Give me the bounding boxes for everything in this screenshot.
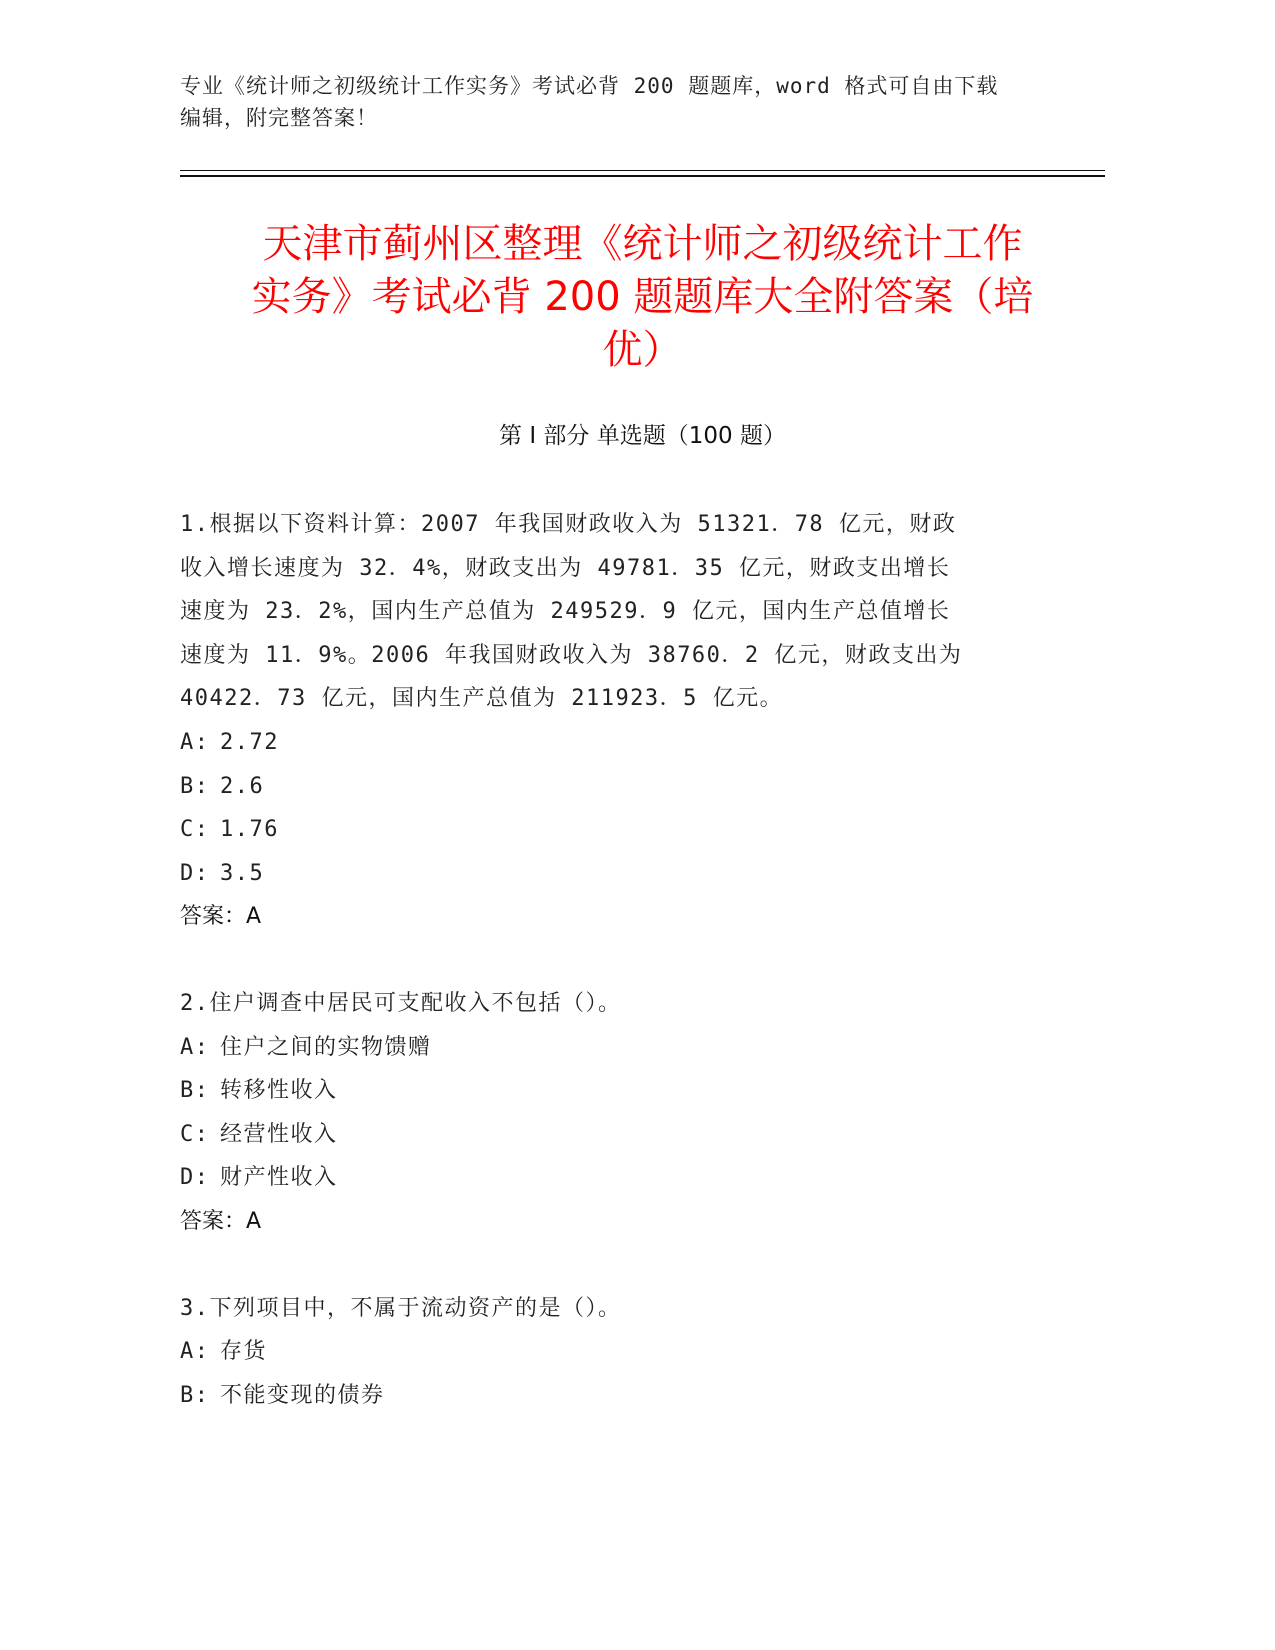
option-text: 2.6 (220, 773, 265, 799)
option-letter: D: (180, 1165, 210, 1191)
title-line-3: 优） (602, 327, 683, 373)
option-letter: B: (180, 1078, 210, 1104)
option-a (180, 1026, 1050, 1070)
option-letter: B: (180, 1382, 210, 1408)
option-text: 经营性收入 (220, 1121, 338, 1147)
answer-label: 答案：A (180, 904, 262, 930)
option-letter: C: (180, 817, 210, 843)
option-letter: A: (180, 1034, 210, 1060)
option-a (180, 1330, 1050, 1374)
option-text: 1.76 (220, 817, 279, 843)
answer-label: 答案：A (180, 1208, 262, 1234)
option-text: 转移性收入 (220, 1078, 338, 1104)
question-3 (180, 1287, 1050, 1418)
section-heading: 第 I 部分 单选题（100 题） (499, 423, 786, 449)
option-text: 3.5 (220, 860, 265, 886)
option-d (180, 852, 1050, 896)
question-stem-line: 40422．73 亿元，国内生产总值为 211923．5 亿元。 (180, 686, 784, 712)
option-letter: B: (180, 773, 210, 799)
option-text: 住户之间的实物馈赠 (220, 1034, 432, 1060)
question-stem-line: 3.下列项目中，不属于流动资产的是（）。 (180, 1295, 622, 1321)
question-1 (180, 503, 1050, 939)
question-stem-line: 速度为 11．9%。2006 年我国财政收入为 38760．2 亿元，财政支出为 (180, 642, 963, 668)
question-stem-line: 1.根据以下资料计算：2007 年我国财政收入为 51321．78 亿元，财政 (180, 512, 957, 537)
option-text: 存货 (220, 1339, 268, 1365)
header-note-line-1: 专业《统计师之初级统计工作实务》考试必背 200 题题库，word 格式可自由下载 (180, 74, 999, 98)
header-note-line-2: 编辑，附完整答案！ (180, 106, 378, 130)
question-list (180, 503, 1050, 1417)
option-b (180, 1069, 1050, 1113)
option-letter: C: (180, 1121, 210, 1147)
document-title (180, 218, 1105, 377)
option-text: 不能变现的债券 (220, 1382, 385, 1408)
option-d (180, 1156, 1050, 1200)
question-stem-line: 2.住户调查中居民可支配收入不包括（）。 (180, 990, 622, 1016)
option-text: 财产性收入 (220, 1165, 338, 1191)
option-letter: D: (180, 860, 210, 886)
header-divider-thick (180, 175, 1105, 177)
option-b (180, 1374, 1050, 1418)
header-divider-thin (180, 170, 1105, 171)
header-note (180, 70, 1060, 134)
option-letter: A: (180, 1339, 210, 1365)
option-letter: A: (180, 729, 210, 755)
title-line-2: 实务》考试必背 200 题题库大全附答案（培 (251, 274, 1034, 320)
question-2 (180, 982, 1050, 1244)
option-c (180, 808, 1050, 852)
option-b (180, 765, 1050, 809)
option-c (180, 1113, 1050, 1157)
option-a (180, 721, 1050, 765)
question-stem-line: 收入增长速度为 32．4%，财政支出为 49781．35 亿元，财政支出增长 (180, 555, 951, 581)
title-line-1: 天津市蓟州区整理《统计师之初级统计工作 (262, 221, 1023, 267)
question-stem-line: 速度为 23．2%，国内生产总值为 249529．9 亿元，国内生产总值增长 (180, 599, 951, 625)
option-text: 2.72 (220, 729, 279, 755)
